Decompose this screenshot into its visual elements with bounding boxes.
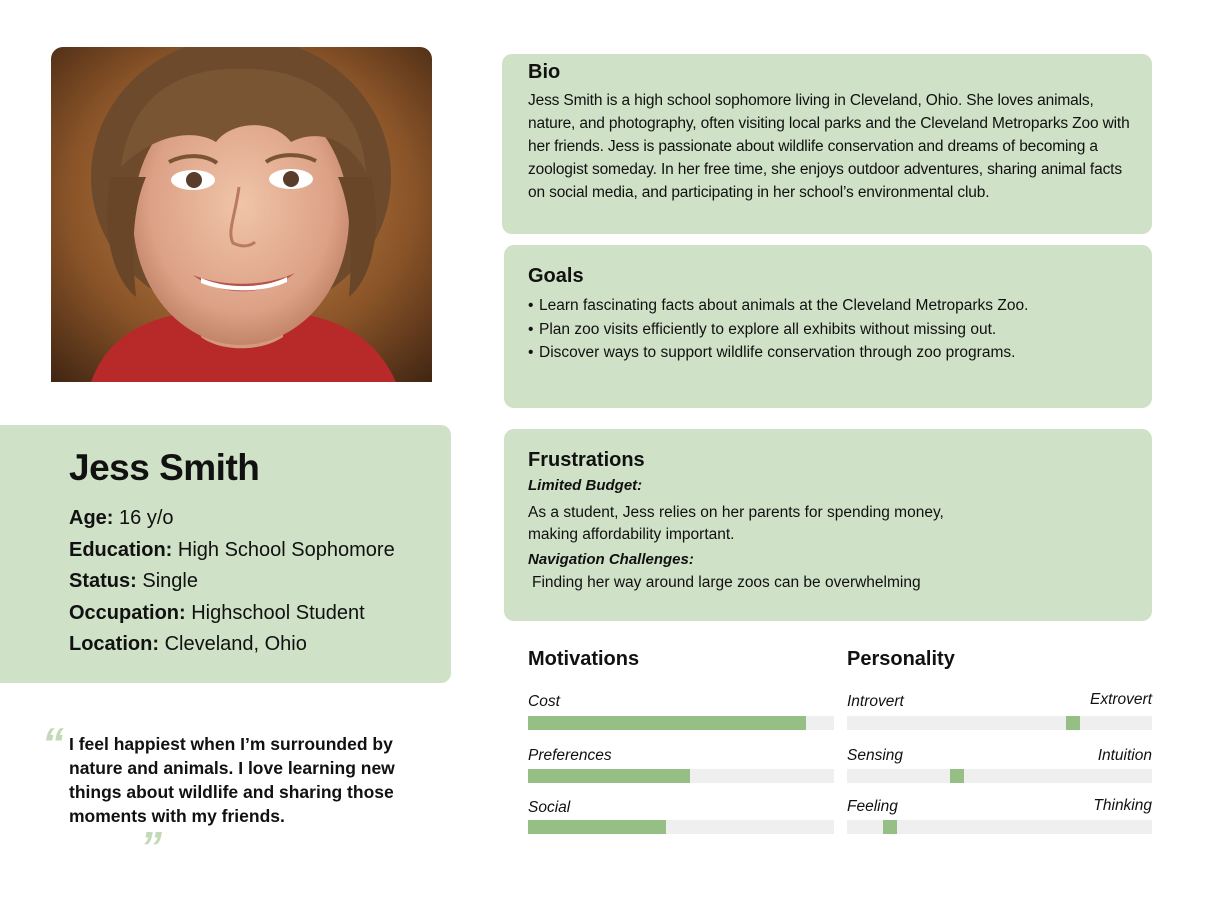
frustrations-card [504,429,1152,621]
personality-title: Personality [847,648,955,670]
personality-bar-1 [847,716,1152,730]
detail-location: Location: Cleveland, Ohio [69,633,307,655]
bio-text: Jess Smith is a high school sophomore living in Cleveland, Ohio. She loves animals, nature, and photography, often visiting local parks and the Cleveland Metroparks Zoo with her friends. Jess is passionate about wildlife conservation and dreams of becoming a zoologist someday. In her free time, she enjoys outdoor adventures, sharing animal facts on social media, and participating in her school’s environmental club. [528,92,1130,201]
goal-item: • Discover ways to support wildlife conservation through zoo programs. [528,341,1134,365]
personality-bar-2 [847,769,1152,783]
personality-left-label-1: Introvert [847,693,904,710]
frustration-heading-navigation: Navigation Challenges: [528,551,694,568]
detail-age: Age: 16 y/o [69,507,174,529]
personality-right-label-2: Intuition [1097,747,1152,764]
motivation-label-preferences: Preferences [528,747,612,764]
motivation-label-social: Social [528,799,571,816]
motivation-fill-preferences [528,769,690,783]
motivations-title: Motivations [528,648,640,670]
detail-education: Education: High School Sophomore [69,538,395,561]
persona-photo [51,47,432,382]
motivation-fill-cost [528,716,806,730]
profile-card [0,425,451,683]
personality-right-label-1: Extrovert [1089,691,1152,708]
personality-left-label-3: Feeling [847,798,898,815]
motivation-bar-cost [528,716,834,730]
frustration-text-budget: As a student, Jess relies on her parents for spending money, making affordability important. [528,504,944,543]
motivation-fill-social [528,820,666,834]
frustration-text-navigation: Finding her way around large zoos can be overwhelming [532,574,921,591]
detail-occupation: Occupation: Highschool Student [69,601,365,624]
quote-open-mark: “ [42,719,64,768]
frustration-heading-budget: Limited Budget: [528,477,643,494]
motivation-bar-social [528,820,834,834]
goals-title: Goals [528,265,584,287]
personality-bar-3 [847,820,1152,834]
personality-right-label-3: Thinking [1093,797,1152,814]
personality-marker-3 [883,820,897,834]
goals-card [504,245,1152,408]
persona-quote: I feel happiest when I’m surrounded by nature and animals. I love learning new things about wildlife and sharing those moments with my friends. [69,734,395,826]
quote-close-mark: ” [140,823,162,872]
goal-item: • Plan zoo visits efficiently to explore all exhibits without missing out. [528,318,1134,342]
goals-list [528,294,1134,365]
personality-left-label-2: Sensing [847,747,904,764]
goal-item: • Learn fascinating facts about animals at the Cleveland Metroparks Zoo. [528,294,1134,318]
motivation-bar-preferences [528,769,834,783]
persona-name: Jess Smith [69,447,260,488]
bio-title: Bio [528,61,561,83]
personality-marker-1 [1066,716,1080,730]
motivation-label-cost: Cost [528,693,560,710]
detail-status: Status: Single [69,570,198,592]
bio-card [502,54,1152,234]
personality-marker-2 [950,769,964,783]
frustrations-title: Frustrations [528,449,645,471]
